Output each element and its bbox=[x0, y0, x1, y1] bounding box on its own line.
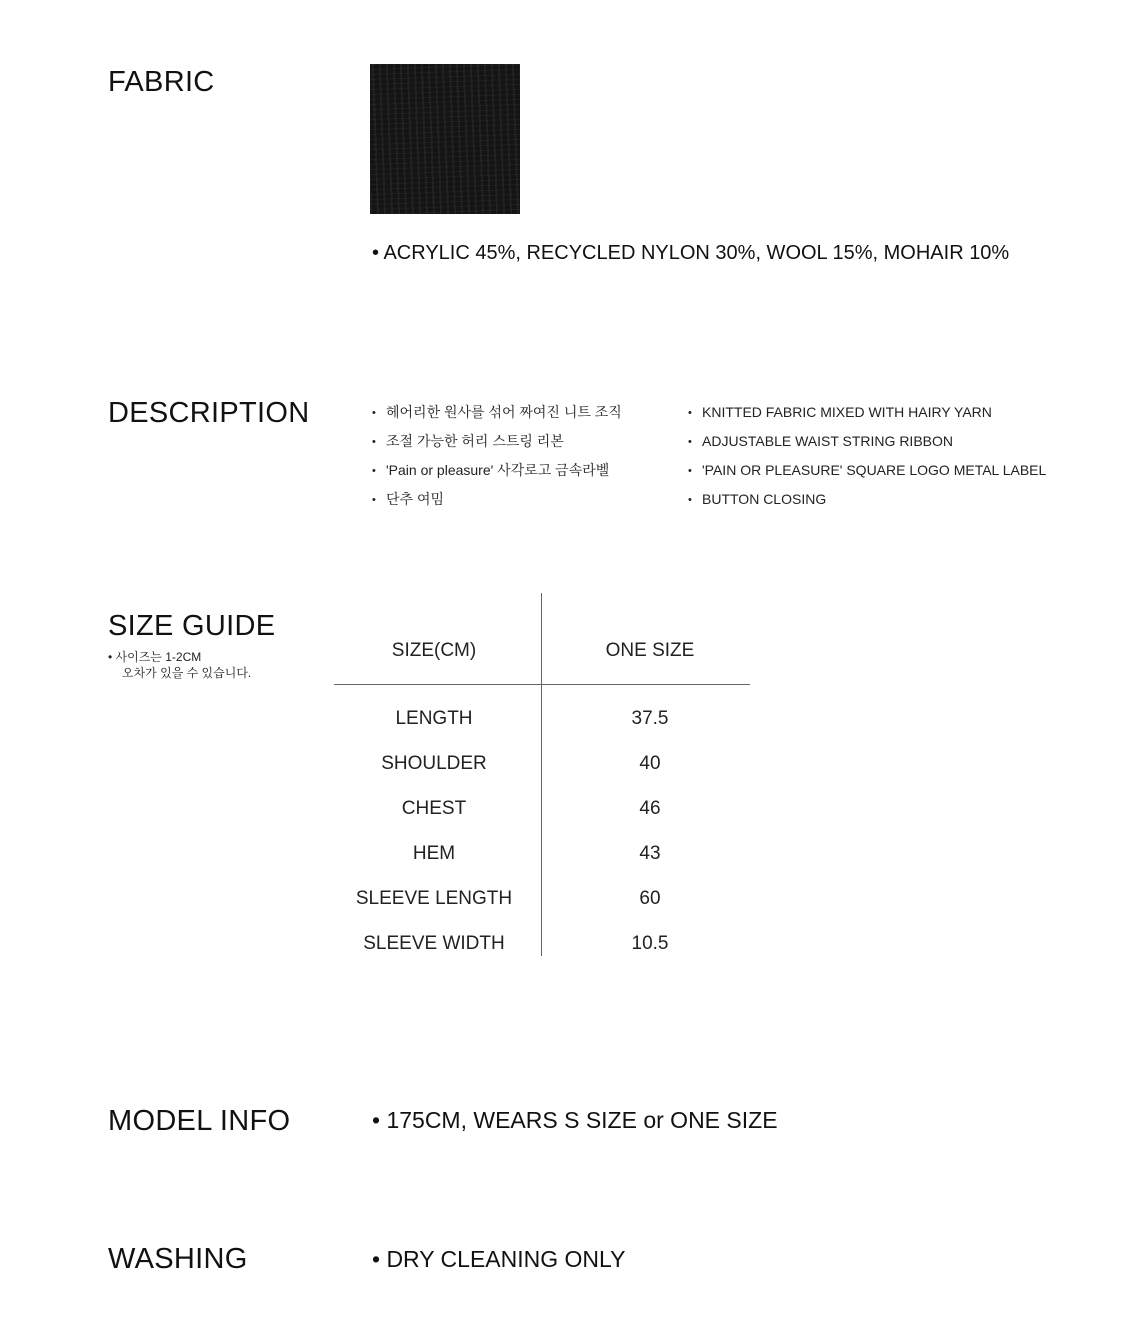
list-item: • ADJUSTABLE WAIST STRING RIBBON bbox=[688, 432, 1046, 461]
model-info-text: • 175CM, WEARS S SIZE or ONE SIZE bbox=[372, 1107, 778, 1133]
fabric-swatch-image bbox=[370, 64, 520, 214]
table-header-one-size: ONE SIZE bbox=[605, 640, 695, 661]
table-row-value: 43 bbox=[639, 843, 661, 864]
list-item: • 'PAIN OR PLEASURE' SQUARE LOGO METAL LABEL bbox=[688, 461, 1046, 490]
table-row-label: SLEEVE WIDTH bbox=[363, 933, 505, 954]
washing-heading: WASHING bbox=[108, 1243, 248, 1275]
list-item: • BUTTON CLOSING bbox=[688, 490, 1046, 519]
list-item: • 조절 가능한 허리 스트링 리본 bbox=[372, 432, 622, 461]
table-row-value: 37.5 bbox=[631, 708, 669, 729]
list-item: • 'Pain or pleasure' 사각로고 금속라벨 bbox=[372, 461, 622, 490]
size-guide-note-line2: 오차가 있을 수 있습니다. bbox=[122, 666, 252, 680]
table-header-size: SIZE(CM) bbox=[391, 640, 477, 661]
size-guide-note-line1: • 사이즈는 1-2CM bbox=[108, 650, 202, 664]
table-header-divider bbox=[334, 684, 750, 685]
list-item: • 단추 여밈 bbox=[372, 490, 622, 519]
fabric-heading: FABRIC bbox=[108, 66, 215, 98]
washing-text: • DRY CLEANING ONLY bbox=[372, 1246, 626, 1272]
description-list-korean bbox=[372, 403, 622, 519]
table-row-label: HEM bbox=[412, 843, 456, 864]
table-row-label: CHEST bbox=[401, 798, 467, 819]
table-column-divider bbox=[541, 593, 542, 956]
table-row-value: 60 bbox=[639, 888, 661, 909]
list-item: • KNITTED FABRIC MIXED WITH HAIRY YARN bbox=[688, 403, 1046, 432]
table-row-label: LENGTH bbox=[395, 708, 473, 729]
model-info-heading: MODEL INFO bbox=[108, 1105, 291, 1137]
table-row-value: 40 bbox=[639, 753, 661, 774]
table-row-label: SLEEVE LENGTH bbox=[355, 888, 513, 909]
fabric-composition: • ACRYLIC 45%, RECYCLED NYLON 30%, WOOL 15%, MOHAIR 10% bbox=[372, 242, 1010, 264]
size-guide-heading: SIZE GUIDE bbox=[108, 610, 276, 642]
table-row-value: 46 bbox=[639, 798, 661, 819]
description-heading: DESCRIPTION bbox=[108, 397, 310, 429]
list-item: • 헤어리한 원사를 섞어 짜여진 니트 조직 bbox=[372, 403, 622, 432]
table-row-value: 10.5 bbox=[631, 933, 669, 954]
table-row-label: SHOULDER bbox=[381, 753, 487, 774]
description-list-english bbox=[688, 403, 1046, 519]
